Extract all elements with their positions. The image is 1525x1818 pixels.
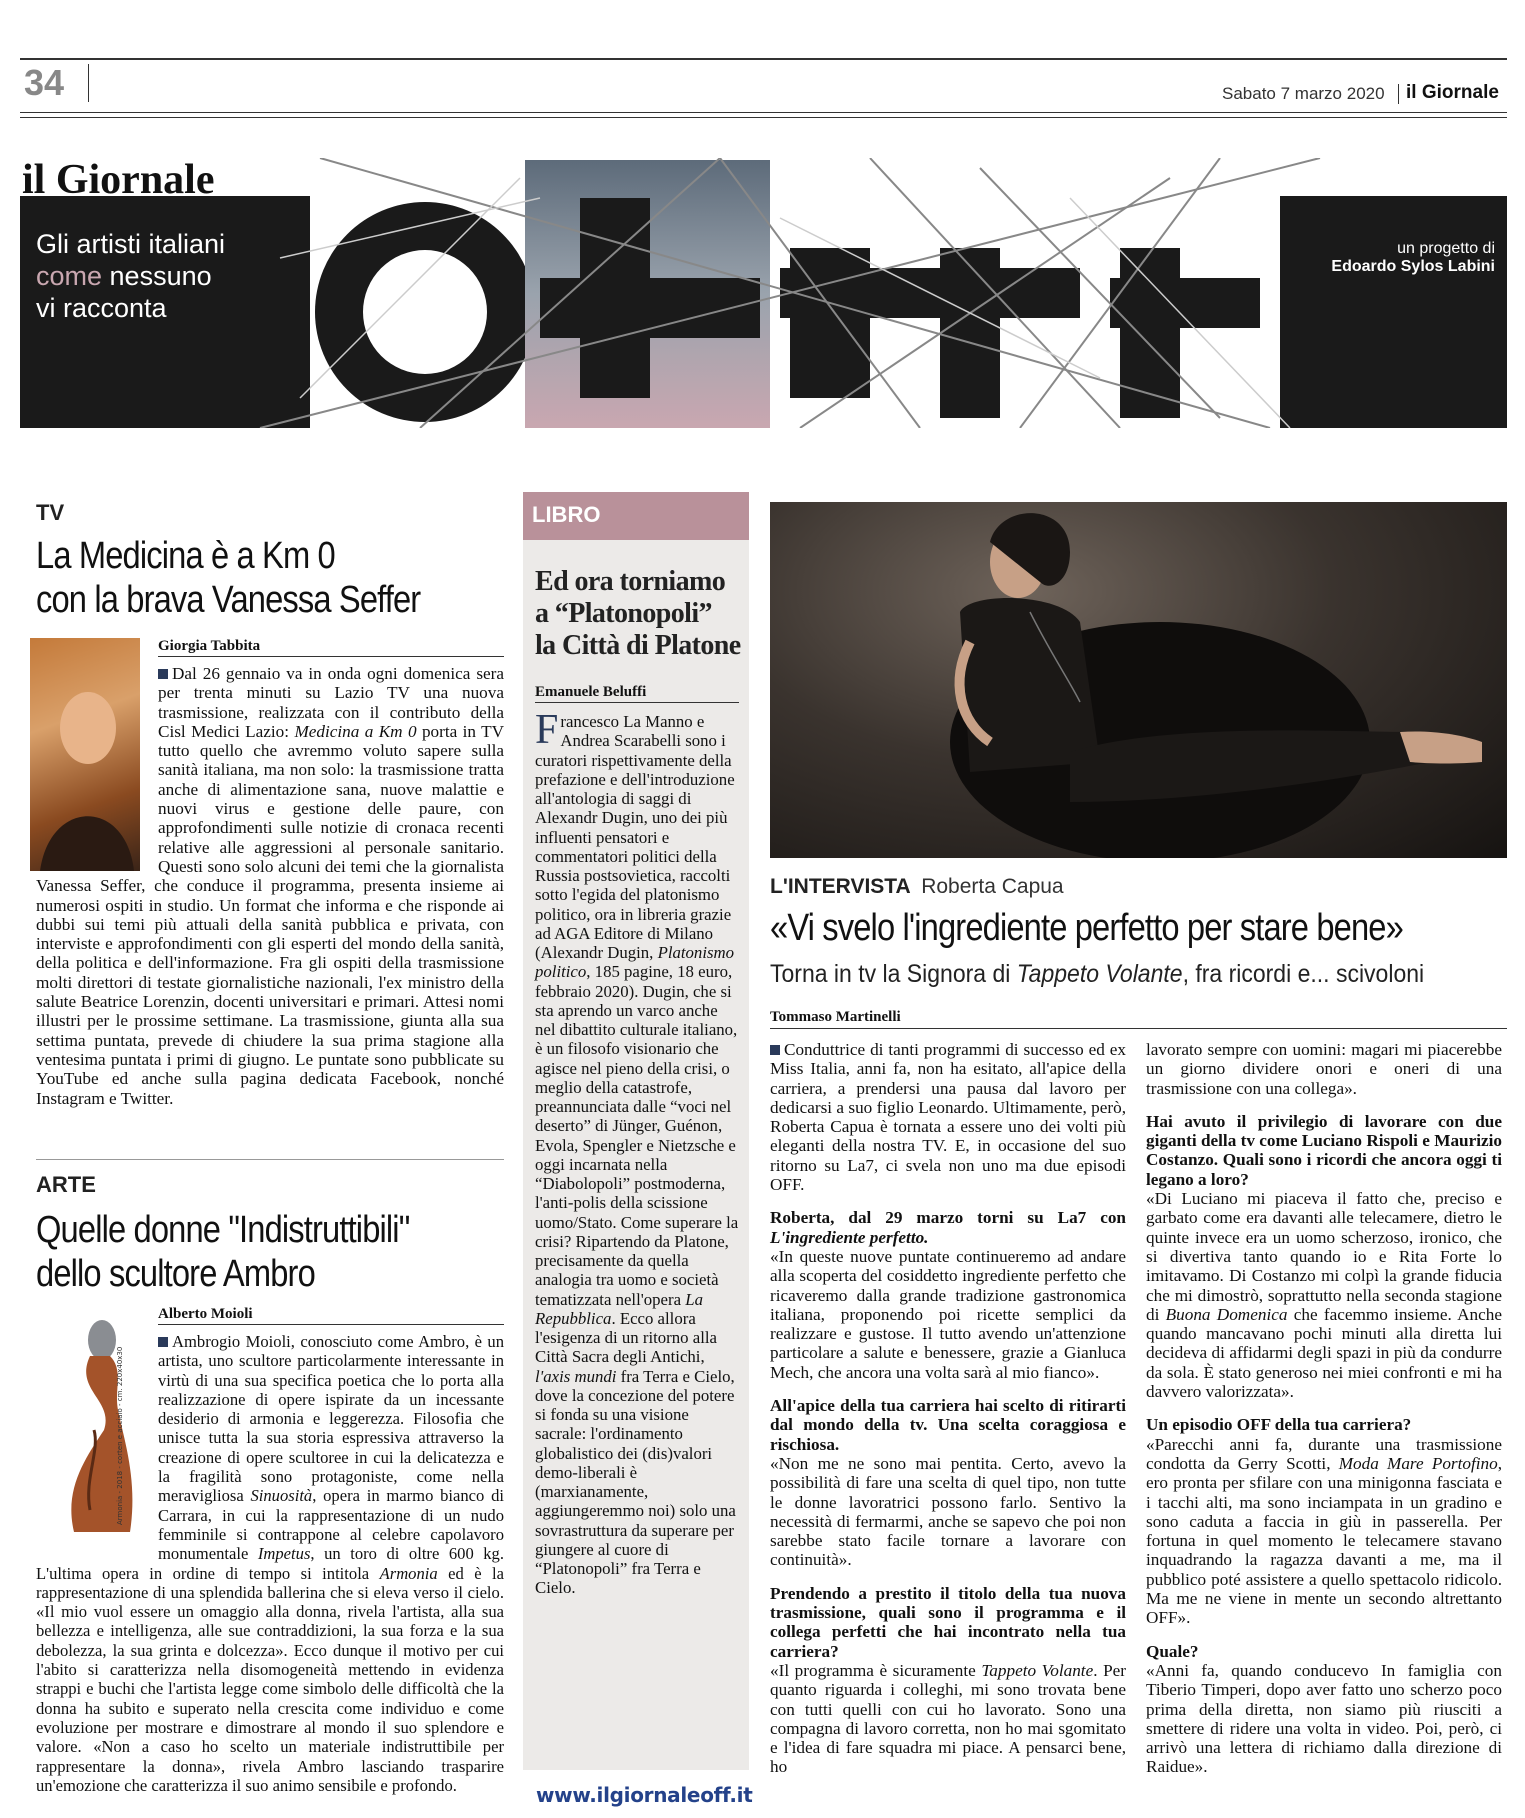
interview-subhead-title: Tappeto Volante — [1016, 960, 1183, 988]
libro-headline-line2: a “Platonopoli” — [535, 598, 712, 629]
tv-headline — [36, 534, 420, 622]
banner-tagline — [36, 228, 225, 324]
masthead-paper-name: il Giornale — [1406, 82, 1499, 103]
interview-col1: Conduttrice di tanti programmi di successo ed ex Miss Italia, anni fa, non ha esitato, all'apice della carriera, a prendersi una pausa dal lavoro per dedicarsi a suo figlio Leonardo. Ultimamente, però, Roberta Capua è tornata a essere uno dei volti più eleganti della nostra TV. E, in occasione del suo ritorno su La7, ci svela non uno ma due episodi OFF. Roberta, dal 29 marzo torni su La7 con L'ingrediente perfetto. «In queste nuove puntate continueremo ad andare alla scoperta del cosiddetto ingrediente perfetto che ricaveremo dalla grande tradizione gastronomica italiana, proponendo poi ricette semplici da realizzare e gustose. Il tutto avendo un'attenzione particolare a salute e benessere, grazie a Gianluca Mech, che ancora una volta sarà al mio fianco». All'apice della tua carriera hai scelto di ritirarti dal mondo della tv. Una scelta coraggiosa e rischiosa. «Non me ne sono mai pentita. Certo, avevo la possibilità di fare una scelta di quel tipo, non tutte le donne lavoratrici possono farlo. Sentivo la necessità di fermarmi, anche se sapevo che poi non sarebbe stato facile tornare a lavorare con continuità». Prendendo a prestito il titolo della tua nuova trasmissione, quali sono il programma e il collega perfetti che hai incontrato nella tua carriera? «Il programma è sicuramente Tappeto Volante. Per quanto riguarda i colleghi, mi sono trovata bene con tutti quelli con cui ho lavorato. Sono una compagna di lavoro corretta, non ho mai sgomitato e l'idea di fare squadra mi piace. A pensarci bene, ho — [770, 1040, 1127, 1777]
tv-byline-rule — [158, 656, 504, 657]
libro-section-label: LIBRO — [532, 502, 601, 527]
interview-subhead — [770, 960, 1424, 989]
tagline-line2-rest: nessuno — [102, 261, 212, 291]
libro-headline-line3: la Città di Platone — [535, 630, 741, 661]
off-logo-graphic — [20, 158, 1507, 428]
masthead-rule-1 — [20, 112, 1507, 113]
tv-body: Dal 26 gennaio va in onda ogni domenica sera per trenta minuti su Lazio TV una nuova trasmissione, realizzata con il contributo della Cisl Medici Lazio: Medicina a Km 0 porta in TV tutto quello che avremmo voluto sapere sulla sanità italiana, ma non solo: la trasmissione tratta anche di alimentazione sana, nuove malattie e nuovi virus e gestione delle paure, con approfondimenti sulle notizie di cronaca recenti relative alle aggressioni al personale sanitario. Questi sono solo alcuni dei temi che la giornalista Vanessa Seffer, che conduce il programma, presenta insieme ai numerosi ospiti in studio. Un format che informa e che risponde ai dubbi sui temi più attuali della sanità pubblica e privata, con interviste e approfondimenti con gli esperti del mondo della sanità, della politica e dell'informazione. Fra gli ospiti della trasmissione molti direttori di testate giornalistiche nazionali, l'ex ministro della salute Beatrice Lorenzin, docenti universitari e primari. Attesi nomi illustri per le prossime settimane. La trasmissione, giunta alla sua settima puntata, prevede di chiudere la sua prima stagione alla ventesima puntata i primi di giugno. Le puntate sono pubblicate su YouTube ed anche sulla pagina dedicata Facebook, nonché Instagram e Twitter. — [36, 664, 504, 1108]
arte-body-wrap — [36, 1332, 504, 1795]
interview-kicker-name: Roberta Capua — [921, 875, 1064, 898]
interview-kicker — [770, 875, 1064, 899]
libro-body-wrap — [535, 707, 741, 1598]
arte-float-spacer — [36, 1332, 158, 1562]
tv-headline-line2: con la brava Vanessa Seffer — [36, 579, 421, 621]
tv-headline-line1: La Medicina è a Km 0 — [36, 535, 335, 577]
interview-photo-figure — [770, 502, 1507, 858]
libro-dropcap: F — [535, 707, 559, 753]
page-number-divider — [88, 64, 89, 102]
project-credit — [1331, 240, 1495, 276]
libro-byline: Emanuele Beluffi — [535, 684, 647, 700]
issue-date: Sabato 7 marzo 2020 — [1222, 84, 1385, 103]
tv-section-label: TV — [36, 500, 65, 525]
tv-byline: Giorgia Tabbita — [158, 638, 261, 654]
libro-headline-line1: Ed ora torniamo — [535, 566, 726, 597]
masthead-rule-2 — [20, 117, 1507, 118]
tagline-line3: vi racconta — [36, 293, 167, 323]
off-banner — [20, 158, 1507, 428]
date-divider — [1398, 84, 1399, 104]
project-author: Edoardo Sylos Labini — [1331, 258, 1495, 275]
arte-byline-rule — [158, 1324, 504, 1325]
interview-subhead-before: Torna in tv la Signora di — [770, 960, 1017, 988]
interview-byline: Tommaso Martinelli — [770, 1009, 901, 1025]
arte-headline — [36, 1208, 409, 1296]
banner-logo: il Giornale — [22, 157, 215, 203]
interview-photo — [770, 502, 1507, 858]
interview-col2: lavorato sempre con uomini: magari mi piacerebbe un giorno dividere onori e oneri di una trasmissione con una collega». Hai avuto il privilegio di lavorare con due giganti della tv come Luciano Rispoli e Maurizio Costanzo. Quali sono i ricordi che ancora oggi ti legano a loro? «Di Luciano mi piaceva il fatto che, preciso e garbato come era davanti alle telecamere, dietro le quinte invece era un uomo scherzoso, ironico, che si divertiva tanto quando io e Rita Forte lo imitavamo. Di Costanzo mi colpì la grande fiducia che mi dimostrò, soprattutto nella seconda stagione di Buona Domenica che facemmo insieme. Anche quando mancavano pochi minuti alla diretta lui decideva di affidarmi degli spazi in più da condurre da sola. È stato generoso nei miei confronti e mi ha davvero valorizzata». Un episodio OFF della tua carriera? «Parecchi anni fa, durante una trasmissione condotta da Gerry Scotti, Moda Mare Portofino, ero pronta per sfilare con una minigonna fasciata e i tacchi alti, ma sono inciampata in un gradino e sono caduta a faccia in giù in passerella. Per fortuna in quel momento le telecamere stavano inquadrando la ragazza davanti a me, ma il pubblico poté assistere a quello spettacolo ridicolo. Ma me ne viene in mente un secondo altrettanto OFF». Quale? «Anni fa, quando conducevo In famiglia con Tiberio Timperi, dopo aver fatto uno scherzo poco prima della diretta, non siamo più riusciti a smettere di ridere una volta in video. Poi, però, ci arrivò una lettera di richiamo dalla direzione di Raidue». — [1146, 1040, 1503, 1777]
tagline-line2 — [36, 260, 225, 292]
interview-kicker-label: L'INTERVISTA — [770, 875, 911, 898]
libro-byline-rule — [535, 702, 739, 703]
arte-byline: Alberto Moioli — [158, 1306, 253, 1322]
tagline-accent-word: come — [36, 261, 103, 291]
tv-body-wrap — [36, 664, 504, 1108]
arte-headline-line2: dello scultore Ambro — [36, 1253, 315, 1295]
libro-headline — [535, 566, 741, 662]
tagline-line1: Gli artisti italiani — [36, 229, 226, 259]
libro-body: rancesco La Manno e Andrea Scarabelli sono i curatori rispettivamente della prefazione e dell'introduzione all'antologia di saggi di Alexandr Dugin, uno dei più influenti pensatori e commentatori politici della Russia postsovietica, raccolti sotto l'egida del platonismo politico, ora in libreria grazie ad AGA Editore di Milano (Alexandr Dugin, Platonismo politico, 185 pagine, 18 euro, febbraio 2020). Dugin, che si sta aprendo un varco anche nel dibattito culturale italiano, è un filosofo visionario che agisce nel pieno della crisi, o meglio della catastrofe, preannunciata dalle “voci nel deserto” di Jünger, Guénon, Evola, Spengler e Nietzsche e oggi incarnata nella “Diabolopoli” postmoderna, l'anti-polis della scissione uomo/Stato. Come superare la crisi? Ripartendo da Platone, precisamente da quella analogia tra uomo e società tematizzata nell'opera La Repubblica. Ecco allora l'esigenza di un ritorno alla Città Sacra degli Antichi, l'axis mundi fra Terra e Cielo, dove la concezione del potere si fonda su una visione sacrale: l'ordinamento globalistico dei (dis)valori demo-liberali è (marxianamente, aggiungeremmo noi) solo una sovrastruttura da superare per giungere al cuore di “Platonopoli” fra Terra e Cielo. — [535, 712, 739, 1598]
sculpture-caption: Armonia - 2018 - corten e acciaio - cm. 220x40x30 — [116, 1346, 124, 1525]
interview-byline-rule — [770, 1028, 1507, 1029]
page-number: 34 — [24, 62, 65, 103]
tv-float-spacer — [36, 664, 158, 874]
arte-body: Ambrogio Moioli, conosciuto come Ambro, è un artista, uno scultore particolarmente interessante in virtù di una sua specifica poetica che lo porta alla realizzazione di opere ispirate da un incessante desiderio di armonia e leggerezza. Filosofia che unisce tutta la sua storia espressiva attraverso la creazione di opere scultoree in cui la delicatezza e la fragilità sono protagoniste, come nella meravigliosa Sinuosità, opera in marmo bianco di Carrara, in cui la rappresentazione di un nudo femminile si contrappone al celebre capolavoro monumentale Impetus, un toro di oltre 600 kg. L'ultima opera in ordine di tempo si intitola Armonia ed è la rappresentazione di una splendida ballerina che si eleva verso il cielo. «Il mio vuol essere un omaggio alla donna, rivela l'artista, alla sua bellezza e intelligenza, alle sue contraddizioni, la sua forza e la sua debolezza, la sua grinta e dolcezza». Ecco dunque il motivo per cui l'abito si caratterizza nella disomogeneità mettendo in evidenza strappi e buchi che l'artista legge come simbolo delle difficoltà che la donna ha subito e superato nella crescita come individuo e come evoluzione per mostrare e dimostrare al mondo il suo splendore e valore. «Non a caso ho scelto un materiale indistruttibile per rappresentare la donna», rivela Ambro lasciando trasparire un'emozione che caratterizza il suo animo sensibile e profondo. — [36, 1332, 505, 1795]
arte-section-label: ARTE — [36, 1172, 96, 1197]
interview-subhead-after: , fra ricordi e... scivoloni — [1182, 960, 1425, 988]
website-link[interactable]: www.ilgiornaleoff.it — [536, 1783, 753, 1807]
arte-headline-line1: Quelle donne "Indistruttibili" — [36, 1209, 410, 1251]
interview-headline: «Vi svelo l'ingrediente perfetto per stare bene» — [770, 907, 1403, 949]
project-label: un progetto di — [1397, 240, 1495, 257]
top-rule — [20, 58, 1507, 60]
tv-arte-divider — [36, 1159, 504, 1160]
